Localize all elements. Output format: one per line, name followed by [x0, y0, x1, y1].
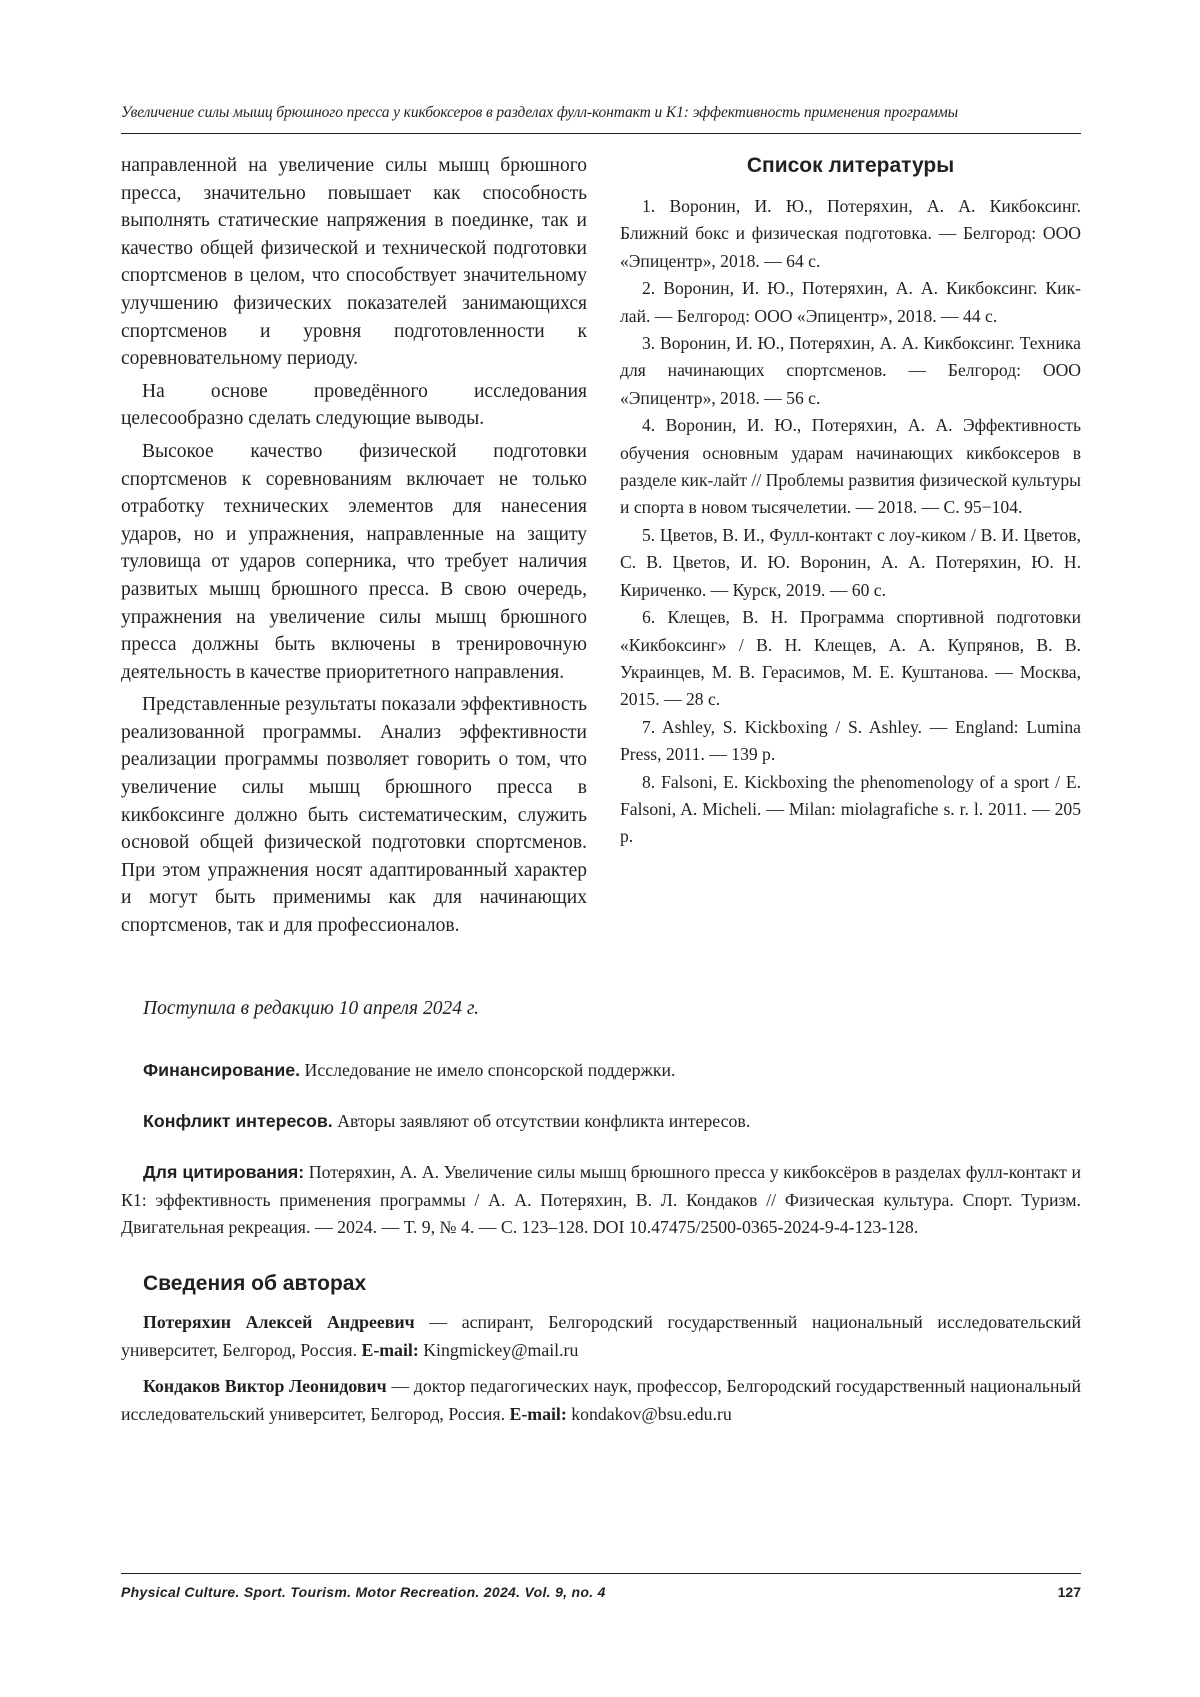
- author-name: Кондаков Виктор Леонидович: [143, 1376, 387, 1396]
- reference-item: 4. Воронин, И. Ю., Потеряхин, А. А. Эффективность обучения основным ударам начинающих кикбоксеров в разделе кик-лайт // Проблемы развития физической культуры и спорта в новом тысячелетии. — 2018. — С. 95−104.: [620, 415, 1081, 518]
- received-date: Поступила в редакцию 10 апреля 2024 г.: [143, 998, 480, 1019]
- journal-footer: Physical Culture. Sport. Tourism. Motor Recreation. 2024. Vol. 9, no. 4: [121, 1584, 606, 1600]
- conflict-statement: [121, 1108, 1081, 1136]
- reference-item: 6. Клещев, В. Н. Программа спортивной подготовки «Кикбоксинг» / В. Н. Клещев, А. А. Купрянов, В. В. Украинцев, М. В. Герасимов, М. Е. Куштанова. — Москва, 2015. — 28 с.: [620, 607, 1081, 710]
- funding-label: Финансирование.: [143, 1060, 301, 1080]
- authors-title: Сведения об авторах: [143, 1272, 367, 1295]
- page-number: 127: [1057, 1584, 1081, 1600]
- reference-item: 1. Воронин, И. Ю., Потеряхин, А. А. Кикбоксинг. Ближний бокс и физическая подготовка. — Белгород: ООО «Эпицентр», 2018. — 64 с.: [620, 196, 1081, 271]
- footer-divider: [121, 1573, 1081, 1574]
- references-title: Список литературы: [746, 154, 955, 177]
- author-description: — доктор педагогических наук, профессор, Белгородский государственный национальный исследовательский университет, Белгород, Россия.: [121, 1376, 1081, 1424]
- email-label: E-mail:: [361, 1339, 419, 1360]
- body-paragraph: Высокое качество физической подготовки спортсменов к соревнованиям включает не только отработку технических элементов для нанесения ударов, но и упражнения, направленные на защиту туловища от ударов соперника, что требует наличия развитых мышц брюшного пресса. В свою очередь, упражнения на увеличение силы мышц брюшного пресса должны быть включены в тренировочную деятельность в качестве приоритетного направления.: [121, 440, 587, 683]
- author-entry: [121, 1373, 1081, 1428]
- citation-label: Для цитирования:: [143, 1162, 305, 1182]
- citation-statement: [121, 1159, 1081, 1242]
- conflict-label: Конфликт интересов.: [143, 1111, 333, 1131]
- author-email[interactable]: kondakov@bsu.edu.ru: [566, 1403, 732, 1424]
- email-label: E-mail:: [509, 1403, 567, 1424]
- reference-item: 3. Воронин, И. Ю., Потеряхин, А. А. Кикбоксинг. Техника для начинающих спортсменов. — Белгород: ООО «Эпицентр», 2018. — 56 с.: [620, 333, 1081, 408]
- author-entry: [121, 1309, 1081, 1364]
- author-email[interactable]: Kingmickey@mail.ru: [418, 1339, 579, 1360]
- author-name: Потеряхин Алексей Андреевич: [143, 1312, 415, 1332]
- body-paragraph: Представленные результаты показали эффективность реализованной программы. Анализ эффективности реализации программы позволяет говорить о том, что увеличение силы мышц брюшного пресса в кикбоксинге должно быть систематическим, служить основой общей физической подготовки спортсменов. При этом упражнения носят адаптированный характер и могут быть применимы как для начинающих спортсменов, так и для профессионалов.: [121, 694, 587, 937]
- body-paragraph: направленной на увеличение силы мышц брюшного пресса, значительно повышает как способность выполнять статические напряжения в поединке, так и качество общей физической и технической подготовки спортсменов в целом, что способствует значительному улучшению физических показателей занимающихся спортсменов и уровня подготовленности к соревновательному периоду.: [121, 155, 587, 370]
- citation-text: Потеряхин, А. А. Увеличение силы мышц брюшного пресса у кикбоксёров в разделах фулл-контакт и К1: эффективность применения программы / А. А. Потеряхин, В. Л. Кондаков // Физическая культура. Спорт. Туризм. Двигательная рекреация. — 2024. — Т. 9, № 4. — С. 123–128. DOI 10.47475/2500-0365-2024-9-4-123-128.: [121, 1162, 1081, 1237]
- author-description: — аспирант, Белгородский государственный национальный исследовательский университет, Белгород, Россия.: [121, 1312, 1081, 1360]
- reference-item: 8. Falsoni, E. Kickboxing the phenomenology of a sport / E. Falsoni, A. Micheli. — Milan: miolagrafiche s. r. l. 2011. — 205 p.: [620, 771, 1081, 847]
- references-column: [620, 152, 1081, 851]
- body-paragraph: На основе проведённого исследования целесообразно сделать следующие выводы.: [121, 380, 587, 430]
- reference-item: 7. Ashley, S. Kickboxing / S. Ashley. — England: Lumina Press, 2011. — 139 p.: [620, 716, 1081, 765]
- body-text-column: [121, 152, 587, 945]
- funding-text: Исследование не имело спонсорской поддержки.: [300, 1060, 676, 1080]
- header-divider: [121, 133, 1081, 134]
- reference-item: 2. Воронин, И. Ю., Потеряхин, А. А. Кикбоксинг. Кик-лай. — Белгород: ООО «Эпицентр», 2018. — 44 с.: [620, 278, 1081, 326]
- reference-item: 5. Цветов, В. И., Фулл-контакт с лоу-киком / В. И. Цветов, С. В. Цветов, И. Ю. Воронин, А. А. Потеряхин, Ю. Н. Кириченко. — Курск, 2019. — 60 с.: [620, 524, 1081, 600]
- conflict-text: Авторы заявляют об отсутствии конфликта интересов.: [332, 1111, 751, 1131]
- funding-statement: [121, 1057, 1081, 1085]
- running-header: Увеличение силы мышц брюшного пресса у кикбоксеров в разделах фулл-контакт и К1: эффективность применения программы: [121, 104, 959, 121]
